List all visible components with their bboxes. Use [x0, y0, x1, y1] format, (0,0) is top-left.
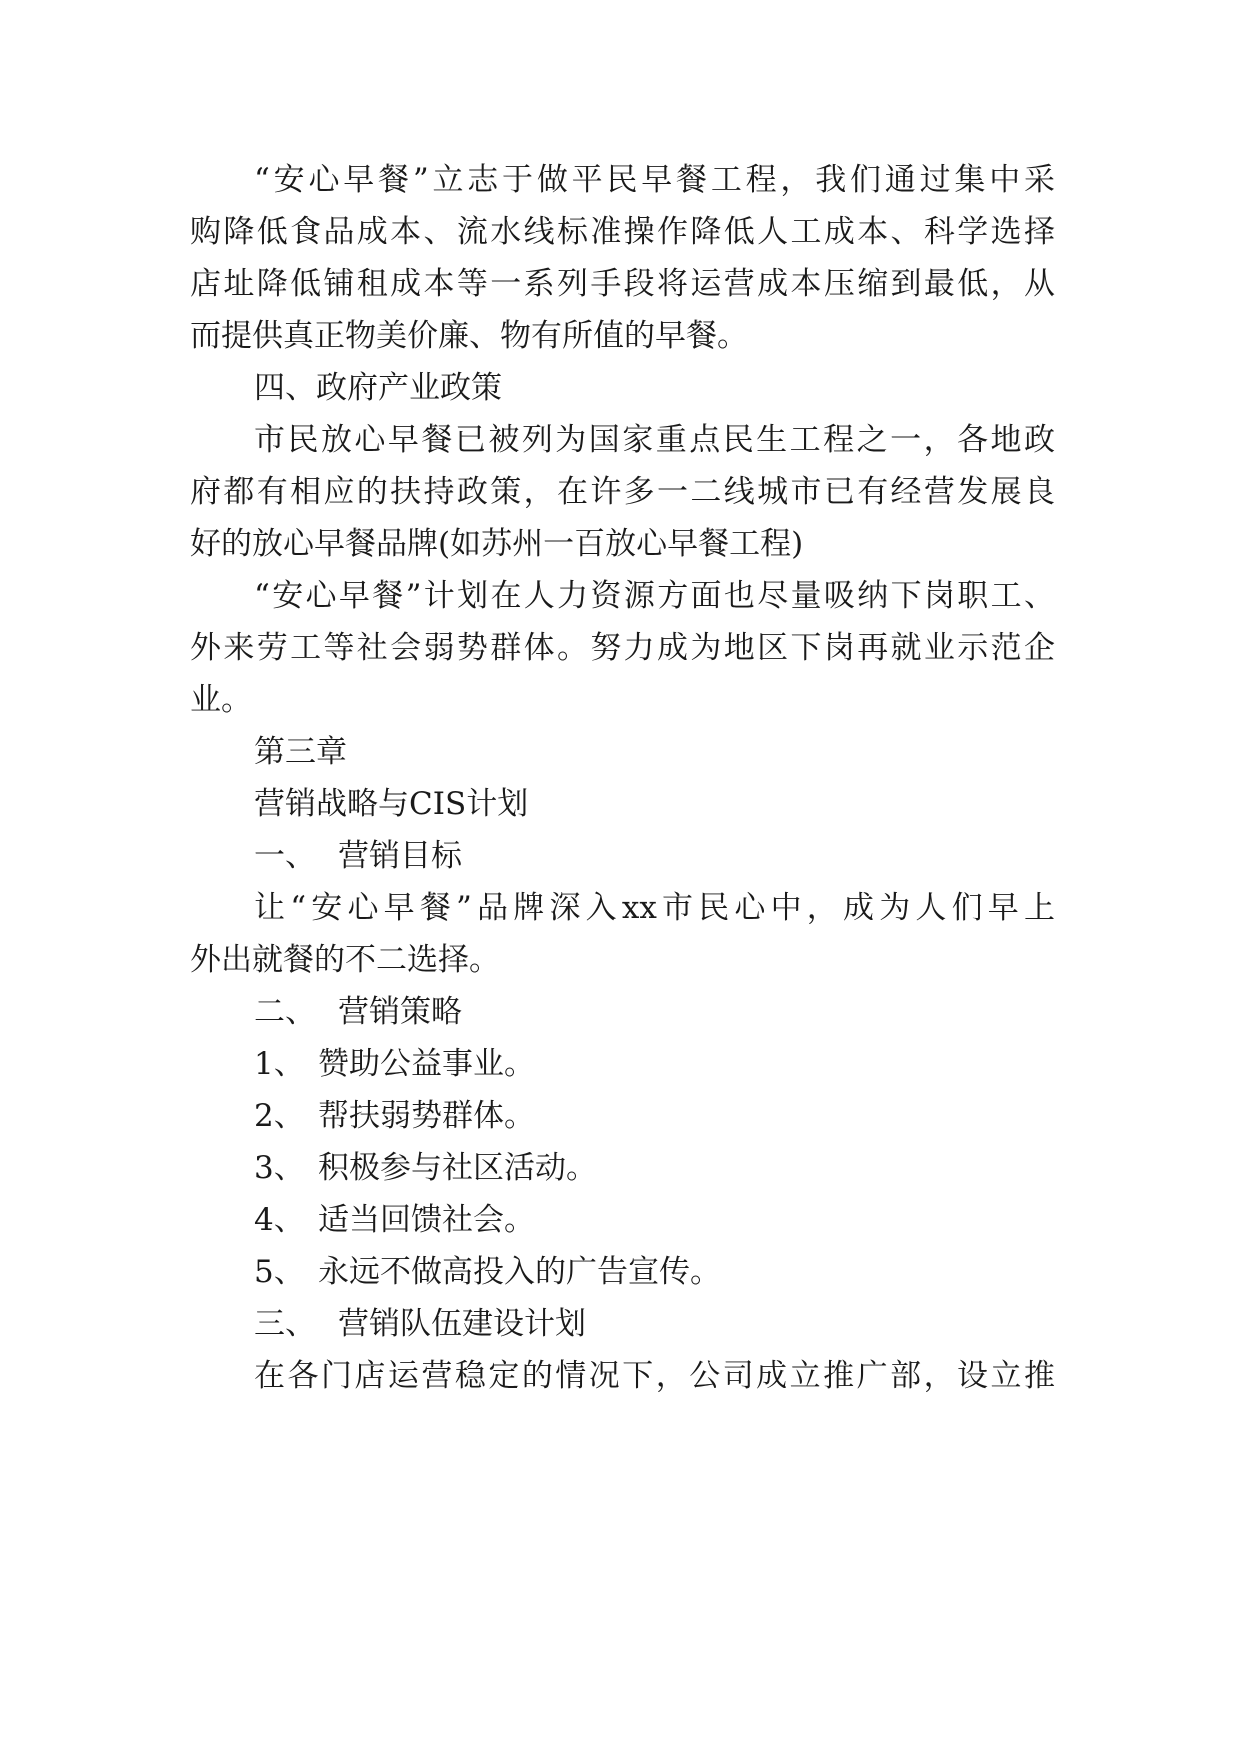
list-item-text: 永远不做高投入的广告宣传。: [318, 1254, 721, 1290]
section-heading-policy: 四、政府产业政策: [254, 370, 502, 406]
paragraph-4-line-2: 外出就餐的不二选择。: [190, 942, 500, 978]
section-3-heading: [254, 1304, 586, 1344]
section-3-number: 三、: [254, 1306, 316, 1342]
list-item-number: 2、: [254, 1098, 305, 1134]
list-item-text: 适当回馈社会。: [318, 1202, 535, 1238]
section-3-title: 营销队伍建设计划: [338, 1306, 586, 1342]
list-item-text: 积极参与社区活动。: [318, 1150, 597, 1186]
list-item: [254, 1044, 535, 1084]
paragraph-5-line-1: 在各门店运营稳定的情况下，公司成立推广部，设立推: [254, 1358, 1055, 1394]
list-item: [254, 1148, 597, 1188]
section-2-number: 二、: [254, 994, 316, 1030]
paragraph-1-line-1: “安心早餐”立志于做平民早餐工程，我们通过集中采: [254, 162, 1055, 198]
list-item-text: 帮扶弱势群体。: [318, 1098, 535, 1134]
paragraph-3-line-1: “安心早餐”计划在人力资源方面也尽量吸纳下岗职工、: [254, 578, 1055, 614]
paragraph-1-line-3: 店址降低铺租成本等一系列手段将运营成本压缩到最低，从: [190, 266, 1055, 302]
paragraph-2-line-1: 市民放心早餐已被列为国家重点民生工程之一，各地政: [254, 422, 1055, 458]
section-1-title: 营销目标: [338, 838, 462, 874]
chapter-label: 第三章: [254, 734, 347, 770]
chapter-title: 营销战略与CIS计划: [254, 786, 529, 822]
list-item: [254, 1252, 721, 1292]
section-1-heading: [254, 836, 462, 876]
list-item: [254, 1096, 535, 1136]
paragraph-3-line-2: 外来劳工等社会弱势群体。努力成为地区下岗再就业示范企: [190, 630, 1055, 666]
section-2-title: 营销策略: [338, 994, 462, 1030]
section-2-heading: [254, 992, 462, 1032]
section-1-number: 一、: [254, 838, 316, 874]
paragraph-3-line-3: 业。: [190, 682, 252, 718]
list-item-number: 3、: [254, 1150, 305, 1186]
paragraph-2-line-3: 好的放心早餐品牌(如苏州一百放心早餐工程): [190, 526, 804, 562]
list-item-text: 赞助公益事业。: [318, 1046, 535, 1082]
paragraph-2-line-2: 府都有相应的扶持政策，在许多一二线城市已有经营发展良: [190, 474, 1055, 510]
paragraph-4-line-1: 让“安心早餐”品牌深入xx市民心中，成为人们早上: [254, 890, 1055, 926]
list-item-number: 5、: [254, 1254, 305, 1290]
list-item: [254, 1200, 535, 1240]
paragraph-1-line-2: 购降低食品成本、流水线标准操作降低人工成本、科学选择: [190, 214, 1055, 250]
list-item-number: 4、: [254, 1202, 305, 1238]
list-item-number: 1、: [254, 1046, 305, 1082]
paragraph-1-line-4: 而提供真正物美价廉、物有所值的早餐。: [190, 318, 748, 354]
